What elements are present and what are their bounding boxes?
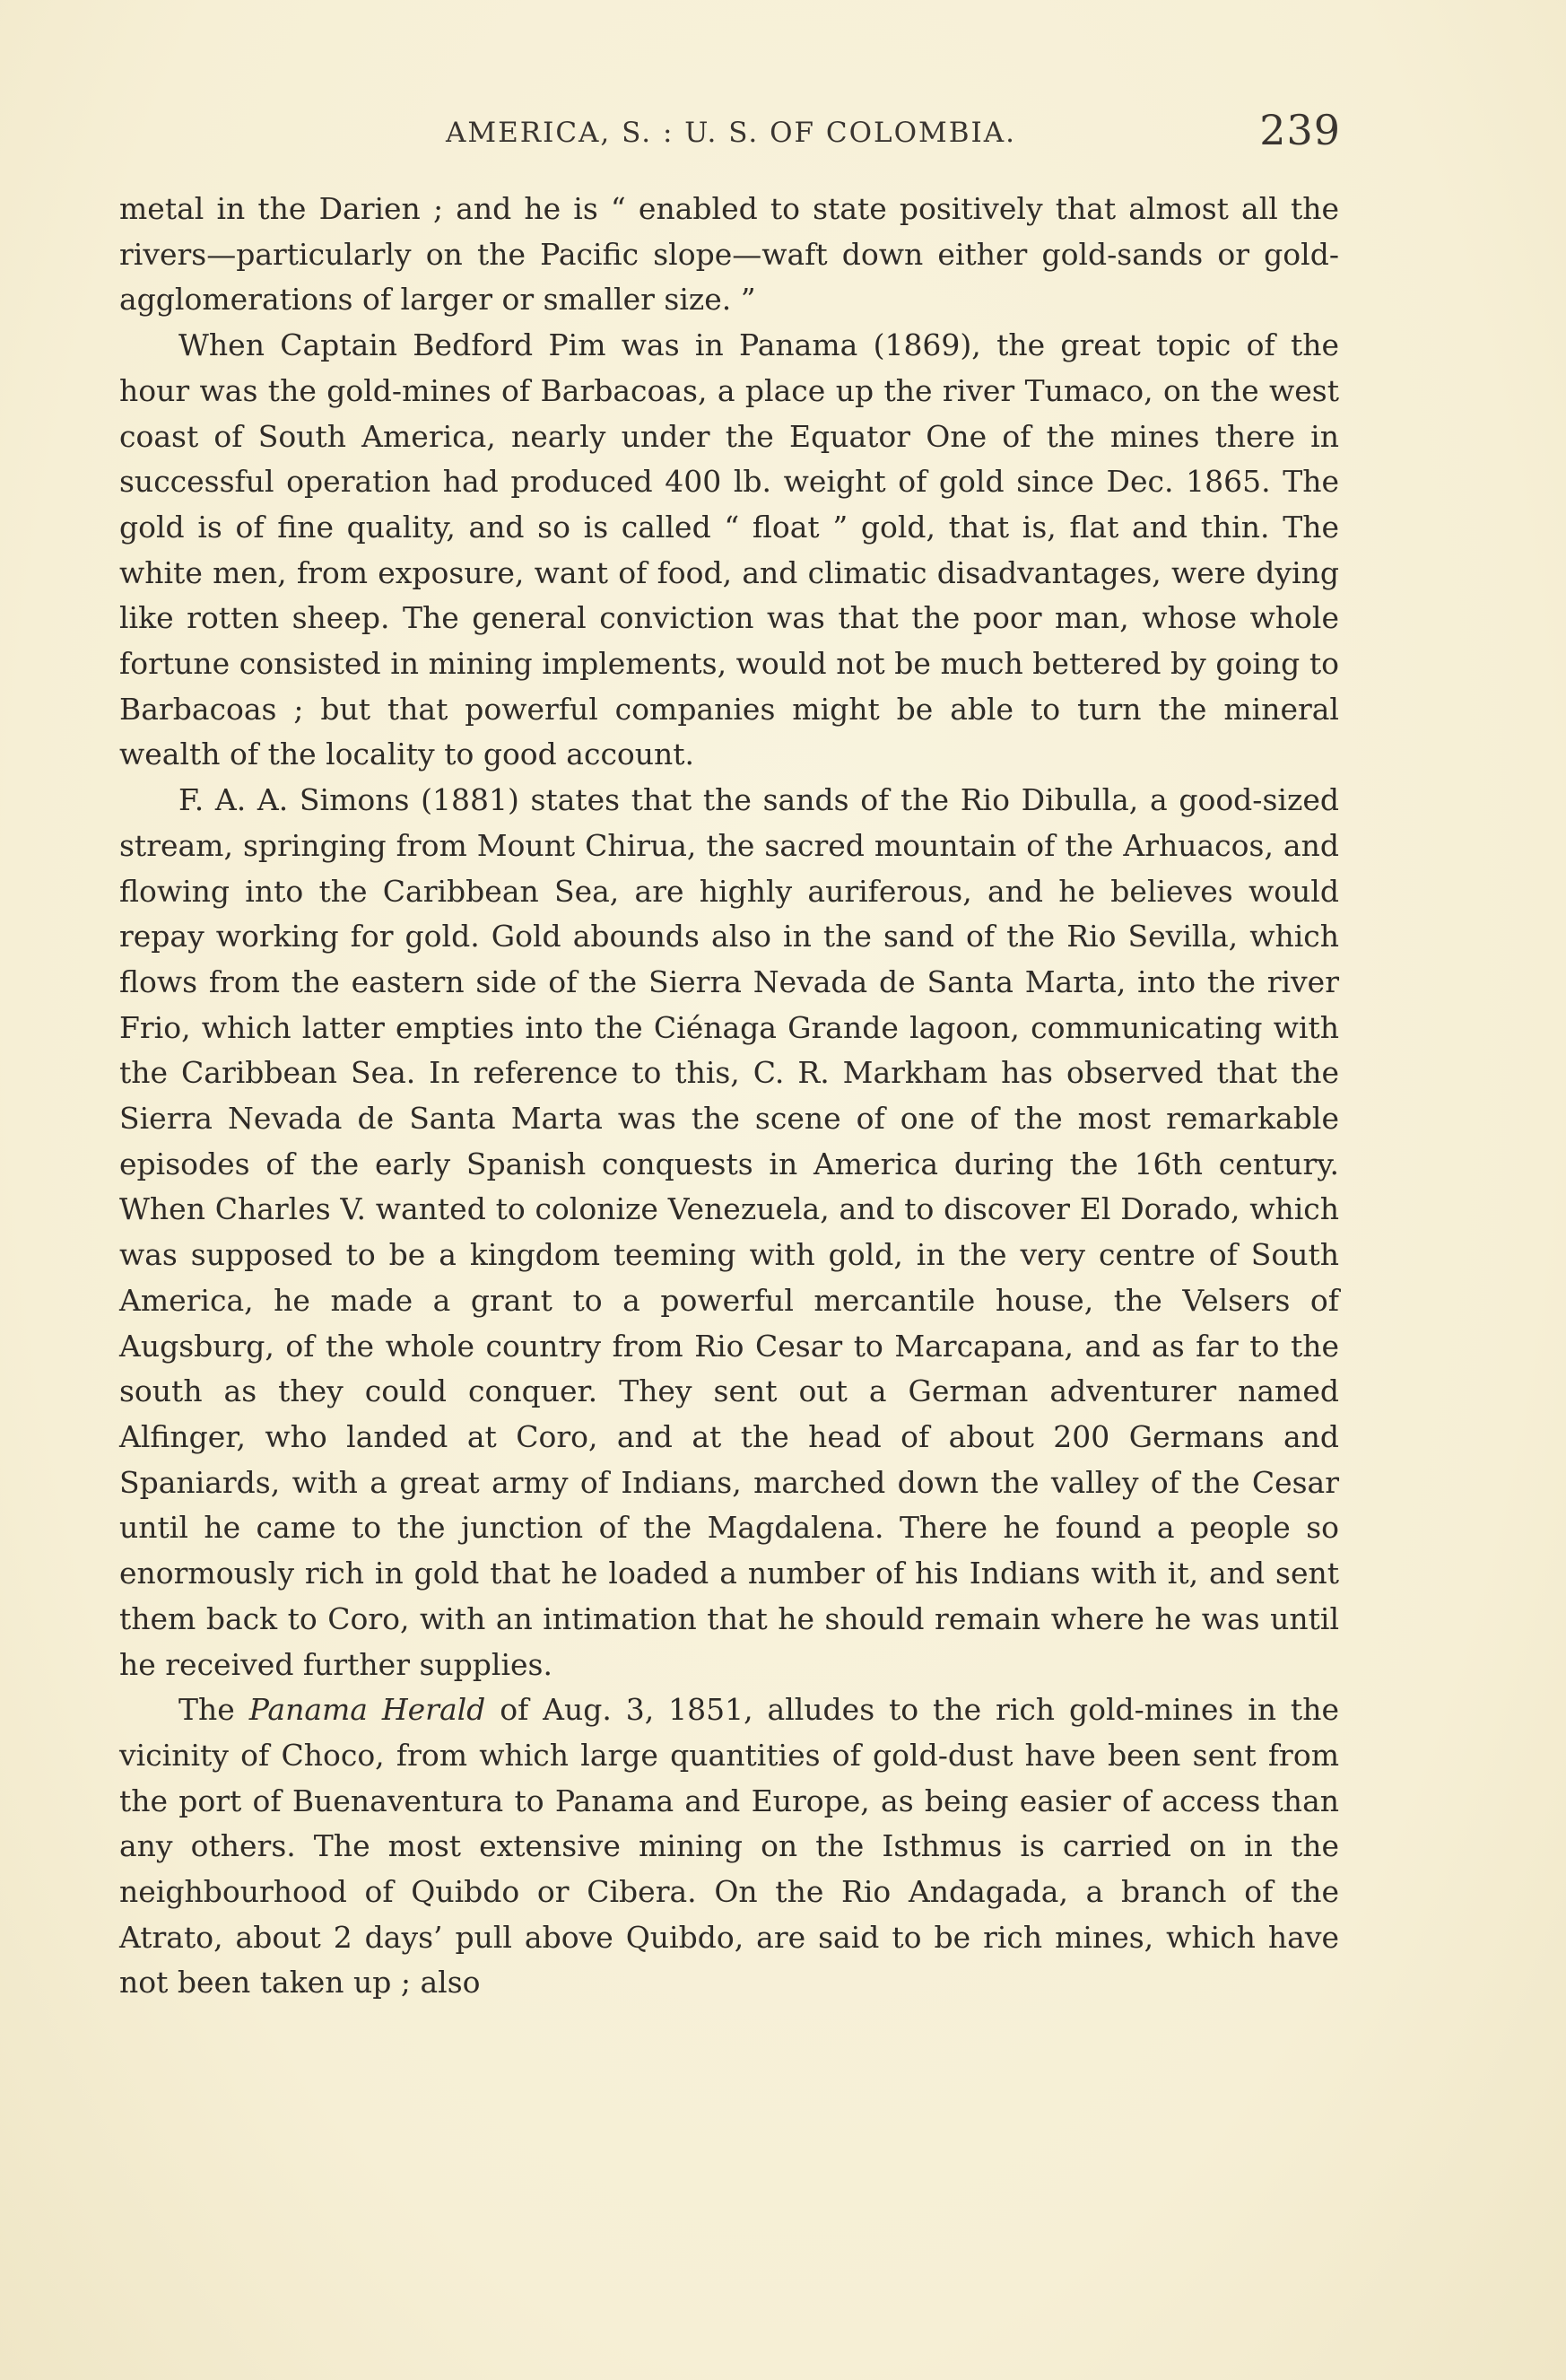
paragraph-rest: of Aug. 3, 1851, alludes to the rich gold-mines in the vicinity of Choco, from which large quantities of gold-dust have been sent from the port of Buenaventura to Panama and Europe, as being easier of access than any others. The most extensive mining on the Isthmus is carried on in the neighbourhood of Quibdo or Cibera. On the Rio Andagada, a branch of the Atrato, about 2 days’ pull above Quibdo, are said to be rich mines, which have not been taken up ; also <box>119 1692 1339 2001</box>
body-text <box>119 187 1339 2006</box>
running-title: AMERICA, S. : U. S. OF COLOMBIA. <box>445 117 1017 149</box>
page-header <box>121 106 1341 160</box>
paragraph-continued: metal in the Darien ; and he is “ enabled to state positively that almost all the rivers—particularly on the Pacific slope—waft down either gold-sands or gold-agglomerations of larger or smaller size. ” <box>119 191 1339 318</box>
page-number: 239 <box>1259 106 1341 154</box>
paragraph-pim: When Captain Bedford Pim was in Panama (1869), the great topic of the hour was the gold-mines of Barbacoas, a place up the river Tumaco, on the west coast of South America, nearly under the Equator One of the mines there in successful operation had produced 400 lb. weight of gold since Dec. 1865. The gold is of fine quality, and so is called “ float ” gold, that is, flat and thin. The white men, from exposure, want of food, and climatic disadvantages, were dying like rotten sheep. The general conviction was that the poor man, whose whole fortune consisted in mining implements, would not be much bettered by going to Barbacoas ; but that powerful companies might be able to turn the mineral wealth of the locality to good account. <box>119 327 1339 772</box>
paragraph-lead: The <box>178 1692 249 1728</box>
paragraph-simons: F. A. A. Simons (1881) states that the sands of the Rio Dibulla, a good-sized stream, springing from Mount Chirua, the sacred mountain of the Arhuacos, and flowing into the Caribbean Sea, are highly auriferous, and he believes would repay working for gold. Gold abounds also in the sand of the Rio Sevilla, which flows from the eastern side of the Sierra Nevada de Santa Marta, into the river Frio, which latter empties into the Ciénaga Grande lagoon, communicating with the Caribbean Sea. In reference to this, C. R. Markham has observed that the Sierra Nevada de Santa Marta was the scene of one of the most remarkable episodes of the early Spanish conquests in America during the 16th century. When Charles V. wanted to colonize Venezuela, and to discover El Dorado, which was supposed to be a kingdom teeming with gold, in the very centre of South America, he made a grant to a powerful mercantile house, the Velsers of Augsburg, of the whole country from Rio Cesar to Marcapana, and as far to the south as they could conquer. They sent out a German adventurer named Alfinger, who landed at Coro, and at the head of about 200 Germans and Spaniards, with a great army of Indians, marched down the valley of the Cesar until he came to the junction of the Magdalena. There he found a people so enormously rich in gold that he loaded a number of his Indians with it, and sent them back to Coro, with an intimation that he should remain where he was until he received further supplies. <box>119 782 1339 1682</box>
paragraph-panama-herald <box>119 1687 1339 2006</box>
newspaper-title: Panama Herald <box>248 1692 486 1728</box>
